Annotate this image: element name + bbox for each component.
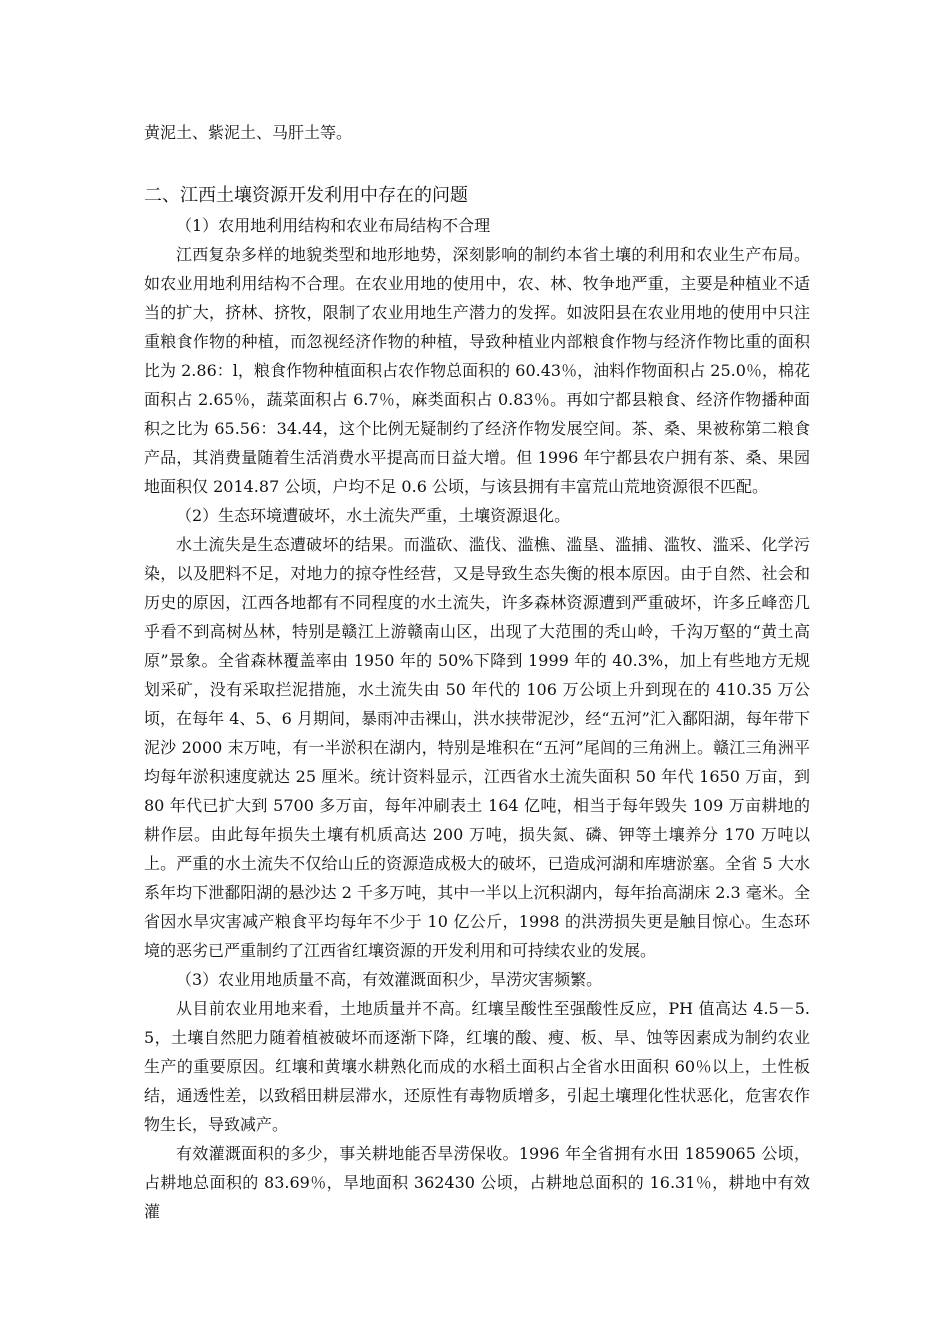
subsection-heading-2: （2）生态环境遭破坏，水土流失严重，土壤资源退化。 [176,506,571,525]
subsection-heading-3: （3）农业用地质量不高，有效灌溉面积少，旱涝灾害频繁。 [176,970,603,989]
document-page [144,118,810,1226]
paragraph-4: 有效灌溉面积的多少，事关耕地能否旱涝保收。1996 年全省拥有水田 1859065 公顷，占耕地总面积的 83.69％，旱地面积 362430 公顷，占耕地总面积的 16.31％，耕地中有效灌 [144,1144,810,1221]
paragraph-1: 江西复杂多样的地貌类型和地形地势，深刻影响的制约本省土壤的利用和农业生产布局。如农业用地利用结构不合理。在农业用地的使用中，农、林、牧争地严重，主要是种植业不适当的扩大，挤林、挤牧，限制了农业用地生产潜力的发挥。如波阳县在农业用地的使用中只注重粮食作物的种植，而忽视经济作物的种植，导致种植业内部粮食作物与经济作物比重的面积比为 2.86：l，粮食作物种植面积占农作物总面积的 60.43％，油料作物面积占 25.0％，棉花面积占 2.65％，蔬菜面积占 6.7％，麻类面积占 0.83％。再如宁都县粮食、经济作物播种面积之比为 65.56：34.44，这个比例无疑制约了经济作物发展空间。茶、桑、果被称第二粮食产品，其消费量随着生活消费水平提高而日益大增。但 1996 年宁都县农户拥有茶、桑、果园地面积仅 2014.87 公顷，户均不足 0.6 公顷，与该县拥有丰富荒山荒地资源很不匹配。 [144,245,810,496]
lead-line: 黄泥土、紫泥土、马肝土等。 [144,123,353,142]
paragraph-3: 从目前农业用地来看，土地质量并不高。红壤呈酸性至强酸性反应，PH 值高达 4.5－5.5，土壤自然肥力随着植被破坏而逐渐下降，红壤的酸、瘦、板、旱、蚀等因素成为制约农业生产的重要原因。红壤和黄壤水耕熟化而成的水稻土面积占全省水田面积 60％以上，土性板结，通透性差，以致稻田耕层滞水，还原性有毒物质增多，引起土壤理化性状恶化，危害农作物生长，导致减产。 [144,999,810,1134]
paragraph-2: 水土流失是生态遭破坏的结果。而滥砍、滥伐、滥樵、滥垦、滥捕、滥牧、滥采、化学污染，以及肥料不足，对地力的掠夺性经营，又是导致生态失衡的根本原因。由于自然、社会和历史的原因，江西各地都有不同程度的水土流失，许多森林资源遭到严重破坏，许多丘峰峦几乎看不到高树丛林，特别是赣江上游赣南山区，出现了大范围的秃山岭，千沟万壑的“黄土高原”景象。全省森林覆盖率由 1950 年的 50%下降到 1999 年的 40.3%，加上有些地方无规划采矿，没有采取拦泥措施，水土流失由 50 年代的 106 万公顷上升到现在的 410.35 万公顷，在每年 4、5、6 月期间，暴雨冲击裸山，洪水挟带泥沙，经“五河”汇入鄱阳湖，每年带下泥沙 2000 末万吨，有一半淤积在湖内，特别是堆积在“五河”尾闾的三角洲上。赣江三角洲平均每年淤积速度就达 25 厘米。统计资料显示，江西省水土流失面积 50 年代 1650 万亩，到 80 年代已扩大到 5700 多万亩，每年冲刷表土 164 亿吨，相当于每年毁失 109 万亩耕地的耕作层。由此每年损失土壤有机质高达 200 万吨，损失氮、磷、钾等土壤养分 170 万吨以上。严重的水土流失不仅给山丘的资源造成极大的破坏，已造成河湖和库塘淤塞。全省 5 大水系年均下泄鄱阳湖的悬沙达 2 千多万吨，其中一半以上沉积湖内，每年抬高湖床 2.3 毫米。全省因水旱灾害减产粮食平均每年不少于 10 亿公斤，1998 的洪涝损失更是触目惊心。生态环境的恶劣已严重制约了江西省红壤资源的开发利用和可持续农业的发展。 [144,535,810,960]
section-title: 二、江西土壤资源开发利用中存在的问题 [144,185,468,206]
subsection-heading-1: （1）农用地利用结构和农业布局结构不合理 [176,216,491,235]
